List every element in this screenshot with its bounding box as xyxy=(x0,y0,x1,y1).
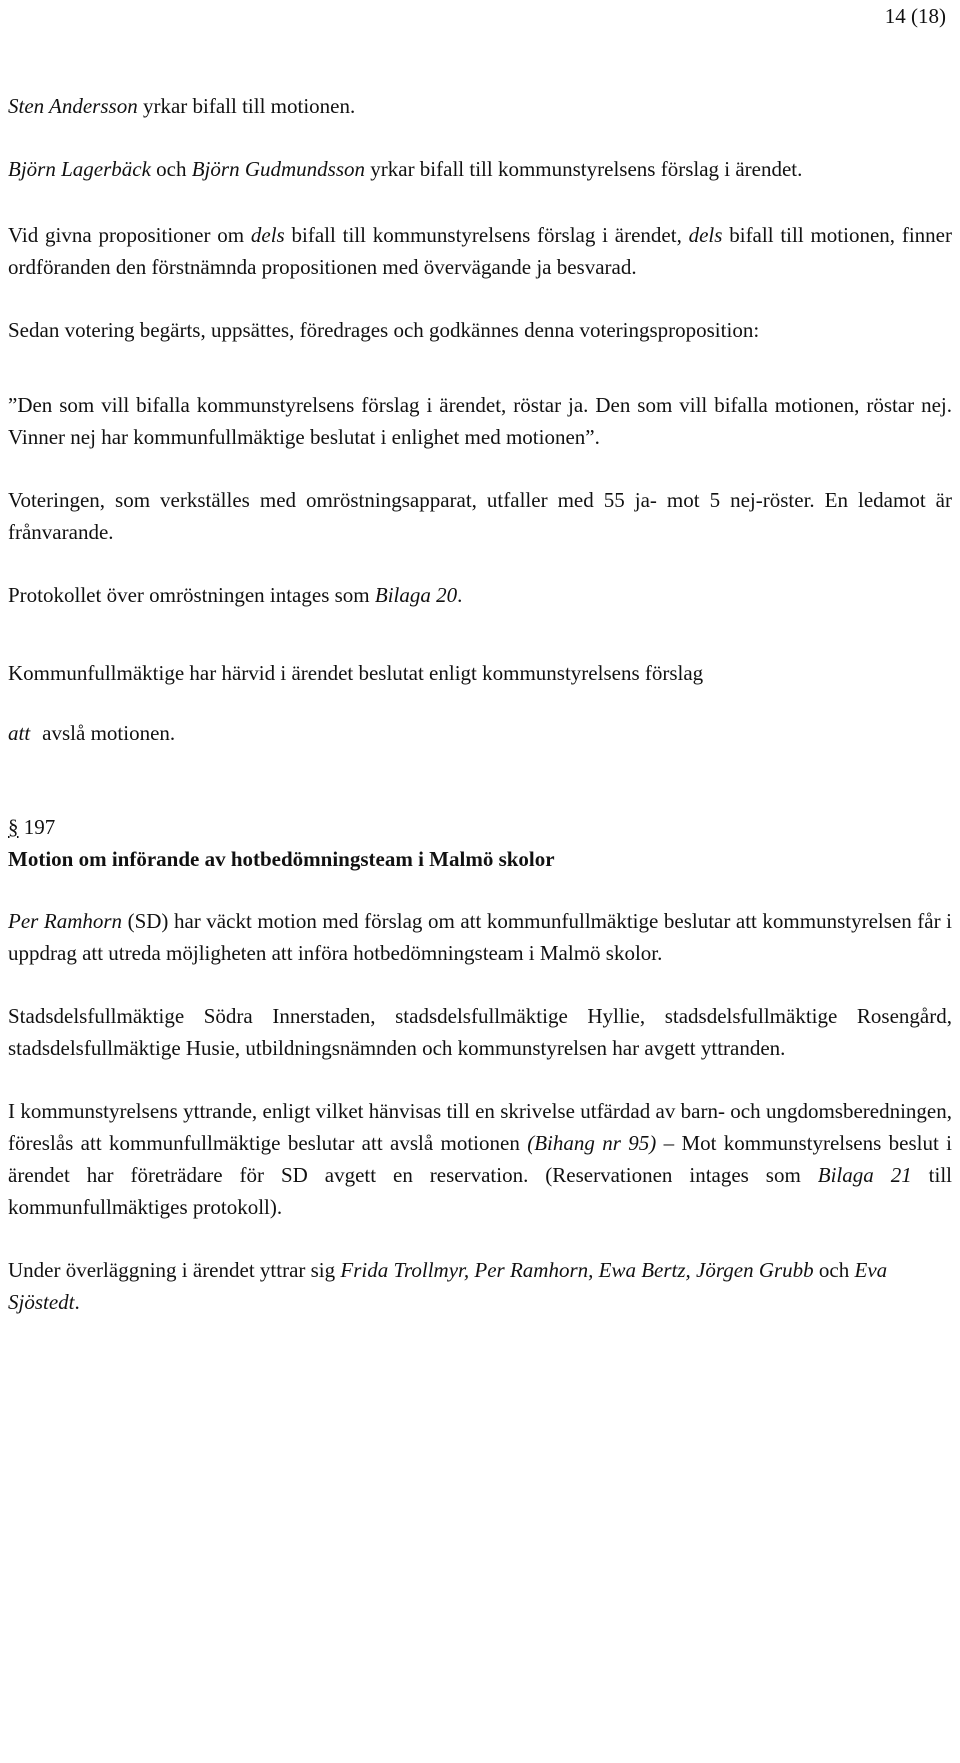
page-number: 14 (18) xyxy=(884,4,946,28)
speaker-names: Frida Trollmyr, Per Ramhorn, Ewa Bertz, Jörgen Grubb xyxy=(340,1258,814,1282)
paragraph-propositions: Vid givna propositioner om dels bifall till kommunstyrelsens förslag i ärendet, dels bifall till motionen, finner ordföranden den förstnämnda propositionen med övervägande ja besvarad. xyxy=(8,223,952,279)
speaker-name: Sten Andersson xyxy=(8,94,138,118)
paragraph-sten-andersson: Sten Andersson yrkar bifall till motionen. xyxy=(8,94,356,118)
section-number: § 197 xyxy=(8,815,56,839)
speaker-name: Björn Lagerbäck xyxy=(8,157,151,181)
paragraph-voting-proposition-quote: ”Den som vill bifalla kommunstyrelsens förslag i ärendet, röstar ja. Den som vill bifalla motionen, röstar nej. Vinner nej har kommunfullmäktige beslutat i enlighet med motionen”. xyxy=(8,393,952,449)
paragraph-protocol-appendix: Protokollet över omröstningen intages som Bilaga 20. xyxy=(8,583,463,607)
paragraph-voting-result: Voteringen, som verkställes med omröstningsapparat, utfaller med 55 ja- mot 5 nej-röster. En ledamot är frånvarande. xyxy=(8,488,952,544)
paragraph-lagerback-gudmundsson: Björn Lagerbäck och Björn Gudmundsson yrkar bifall till kommunstyrelsens förslag i ärendet. xyxy=(8,157,803,181)
speaker-name: Björn Gudmundsson xyxy=(191,157,365,181)
paragraph-kommunstyrelsen-statement: I kommunstyrelsens yttrande, enligt vilket hänvisas till en skrivelse utfärdad av barn- och ungdomsberedningen, föreslås att kommunfullmäktige beslutar att avslå motionen (Bihang nr 95) – Mot kommunstyrelsens beslut i ärendet har företrädare för SD avgett en reservation. (Reservationen intages som Bilaga 21 till kommunfullmäktiges protokoll). xyxy=(8,1099,952,1219)
decision-att-clause: att avslå motionen. xyxy=(8,721,176,745)
paragraph-debate-speakers: Under överläggning i ärendet yttrar sig Frida Trollmyr, Per Ramhorn, Ewa Bertz, Jörgen Grubb och Eva Sjöstedt. xyxy=(8,1258,888,1314)
paragraph-decision: Kommunfullmäktige har härvid i ärendet beslutat enligt kommunstyrelsens förslag xyxy=(8,661,704,685)
section-symbol: § xyxy=(8,815,19,839)
speaker-name: Eva Sjöstedt xyxy=(8,1258,888,1314)
paragraph-motion: Per Ramhorn (SD) har väckt motion med förslag om att kommunfullmäktige beslutar att kommunstyrelsen får i uppdrag att utreda möjligheten att införa hotbedömningsteam i Malmö skolor. xyxy=(8,909,952,965)
paragraph-statements: Stadsdelsfullmäktige Södra Innerstaden, stadsdelsfullmäktige Hyllie, stadsdelsfullmäktige Rosengård, stadsdelsfullmäktige Husie, utbildningsnämnden och kommunstyrelsen har avgett yttranden. xyxy=(8,1004,952,1060)
speaker-name: Per Ramhorn xyxy=(8,909,123,933)
document-body xyxy=(8,90,952,1349)
paragraph-votering: Sedan votering begärts, uppsättes, föredrages och godkännes denna voteringsproposition: xyxy=(8,318,760,342)
section-title: Motion om införande av hotbedömningsteam i Malmö skolor xyxy=(8,847,555,871)
